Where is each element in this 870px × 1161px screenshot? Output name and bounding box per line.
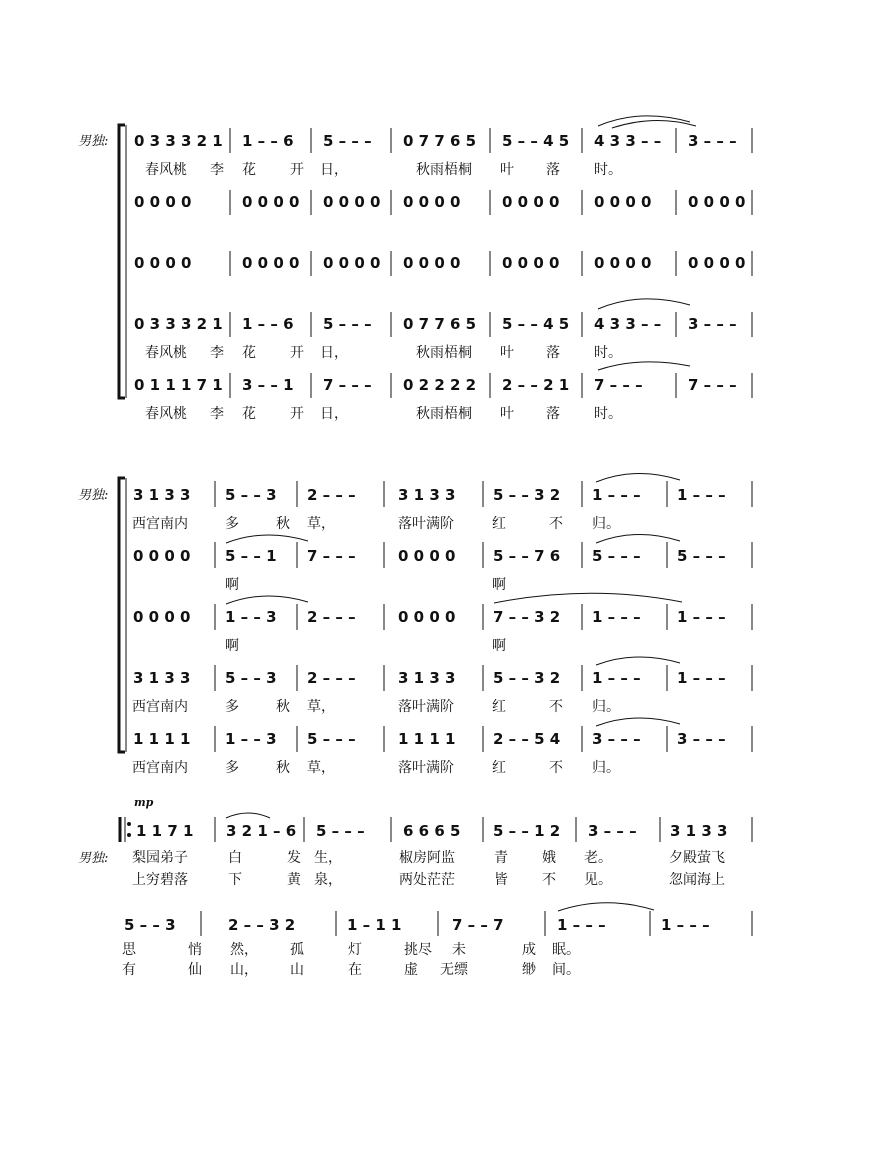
s4-v1-lyric-3: 然， — [230, 942, 258, 958]
s2r5-lyric-8: 归。 — [592, 760, 620, 776]
s1r3-measure-4: 0 0 0 0 — [403, 254, 461, 272]
s2r4-measure-3: 2 – – – — [307, 669, 356, 687]
s2r2-measure-3: 7 – – – — [307, 547, 356, 565]
s2r1-lyric-7: 不 — [549, 516, 563, 532]
s4-v1-lyric-5: 灯 — [348, 942, 362, 958]
s1r4-lyric-3: 花 — [242, 345, 256, 361]
s1r1-lyric-3: 花 — [242, 162, 256, 178]
s3-measure-3: 5 – – – — [316, 822, 365, 840]
s3-v2-lyric-5: 两处茫茫 — [399, 872, 455, 888]
s3-measure-1: 1 1 7 1 — [136, 822, 194, 840]
s1r5-measure-3: 7 – – – — [323, 376, 372, 394]
s1r3-measure-2: 0 0 0 0 — [242, 254, 300, 272]
s3-measure-4: 6 6 6 5 — [403, 822, 461, 840]
s1r1-measure-5: 5 – – 4 5 — [502, 132, 570, 150]
s1-row2 — [134, 193, 745, 211]
s2r1-lyric-5: 落叶满阶 — [398, 516, 454, 532]
s4-measure-3: 1 – 1 1 — [347, 916, 402, 934]
s2r5-lyric-6: 红 — [492, 760, 506, 776]
s2r1-lyric-2: 多 — [225, 516, 239, 532]
s2r3-measure-5: 7 – – 3 2 — [493, 608, 561, 626]
s1r1-measure-4: 0 7 7 6 5 — [403, 132, 477, 150]
s2r4-lyric-4: 草， — [307, 699, 335, 715]
system-1-bracket — [119, 125, 125, 398]
s1r4-measure-1: 0 3 3 3 2 1 — [134, 315, 223, 333]
s4-v1-lyric-7: 未 — [452, 942, 466, 958]
s2r4-measure-7: 1 – – – — [677, 669, 726, 687]
s3-measure-7: 3 1 3 3 — [670, 822, 728, 840]
s2r5-measure-3: 5 – – – — [307, 730, 356, 748]
s1r5-measure-5: 2 – – 2 1 — [502, 376, 570, 394]
s1r1-lyric-5: 日， — [320, 162, 348, 178]
s2r5-measure-4: 1 1 1 1 — [398, 730, 456, 748]
s1r2-measure-6: 0 0 0 0 — [594, 193, 652, 211]
s2r5-measure-6: 3 – – – — [592, 730, 641, 748]
s1r1-lyric-6: 秋雨梧桐 — [416, 162, 472, 178]
s1r2-measure-2: 0 0 0 0 — [242, 193, 300, 211]
s4-v1-lyric-1: 思 — [122, 942, 136, 958]
s1r3-measure-7: 0 0 0 0 — [688, 254, 746, 272]
s2r2-lyric-1: 啊 — [225, 577, 239, 593]
s1r3-measure-1: 0 0 0 0 — [134, 254, 192, 272]
s2r3-measure-3: 2 – – – — [307, 608, 356, 626]
s1r5-lyric-4: 开 — [290, 406, 304, 422]
s2r2-measure-4: 0 0 0 0 — [398, 547, 456, 565]
s1r5-measure-4: 0 2 2 2 2 — [403, 376, 477, 394]
s1r4-lyric-1: 春风桃 — [145, 345, 187, 361]
s3-v2-lyric-9: 忽闻海上 — [669, 872, 725, 888]
s3-v2-lyric-6: 皆 — [494, 872, 508, 888]
s2r1-measure-7: 1 – – – — [677, 486, 726, 504]
s4-v1-lyric-4: 孤 — [290, 942, 304, 958]
s1r4-measure-2: 1 – – 6 — [242, 315, 294, 333]
s1r5-slur — [598, 362, 690, 370]
s3-measure-6: 3 – – – — [588, 822, 637, 840]
s1r1-measure-3: 5 – – – — [323, 132, 372, 150]
s1r4-measure-7: 3 – – – — [688, 315, 737, 333]
s1r2-measure-7: 0 0 0 0 — [688, 193, 746, 211]
s2r1-measure-3: 2 – – – — [307, 486, 356, 504]
dynamic-marking: mp — [134, 796, 154, 809]
s2r1-measure-2: 5 – – 3 — [225, 486, 277, 504]
s4-v1-lyric-9: 眠。 — [552, 942, 580, 958]
s2r1-lyric-1: 西宫南内 — [132, 516, 188, 532]
s1r1-measure-1: 0 3 3 3 2 1 — [134, 132, 223, 150]
s2r2-measure-6: 5 – – – — [592, 547, 641, 565]
s1-row5 — [134, 362, 737, 422]
s3-v2-lyric-3: 黄 — [287, 872, 301, 888]
s2r3-measure-1: 0 0 0 0 — [133, 608, 191, 626]
s1r4-measure-6: 4 3 3 – – — [594, 315, 662, 333]
s3-v1-lyric-4: 生， — [314, 850, 342, 866]
s1r5-lyric-3: 花 — [242, 406, 256, 422]
s3-v1-lyric-3: 发 — [287, 850, 301, 866]
s2r5-measure-1: 1 1 1 1 — [133, 730, 191, 748]
s2r1-measure-4: 3 1 3 3 — [398, 486, 456, 504]
s1r1-lyric-2: 李 — [210, 162, 224, 178]
s2r1-measure-1: 3 1 3 3 — [133, 486, 191, 504]
s1r4-lyric-5: 日， — [320, 345, 348, 361]
s2r2-measure-2: 5 – – 1 — [225, 547, 277, 565]
s3-v1-lyric-5: 椒房阿监 — [399, 850, 455, 866]
s1r5-measure-1: 0 1 1 1 7 1 — [134, 376, 223, 394]
s2r5-lyric-3: 秋 — [276, 760, 290, 776]
s2r2-measure-5: 5 – – 7 6 — [493, 547, 561, 565]
s2r3-slur-2 — [494, 593, 682, 603]
s4-v1-lyric-2: 悄 — [188, 942, 202, 958]
s1r5-measure-2: 3 – – 1 — [242, 376, 294, 394]
s4-measure-6: 1 – – – — [661, 916, 710, 934]
s1r4-lyric-7: 叶 — [500, 345, 514, 361]
s2r5-measure-7: 3 – – – — [677, 730, 726, 748]
s1r1-measure-6: 4 3 3 – – — [594, 132, 662, 150]
s2r2-measure-7: 5 – – – — [677, 547, 726, 565]
s1r1-measure-7: 3 – – – — [688, 132, 737, 150]
repeat-dot-upper — [128, 823, 131, 826]
s1r4-lyric-4: 开 — [290, 345, 304, 361]
s4-measure-4: 7 – – 7 — [452, 916, 504, 934]
s1r4-lyric-2: 李 — [210, 345, 224, 361]
s2r3-lyric-1: 啊 — [225, 638, 239, 654]
s3-v1-lyric-6: 青 — [494, 850, 508, 866]
s2r1-lyric-8: 归。 — [592, 516, 620, 532]
s2r5-lyric-1: 西宫南内 — [132, 760, 188, 776]
s2r5-tie — [596, 718, 680, 726]
s2r2-slur-1 — [226, 535, 308, 543]
s4-v1-lyric-6: 挑尽 — [404, 942, 432, 958]
s1r1-lyric-1: 春风桃 — [145, 162, 187, 178]
s4-v1-lyric-8: 成 — [522, 942, 536, 958]
s2r4-measure-4: 3 1 3 3 — [398, 669, 456, 687]
s3-row — [132, 813, 727, 888]
s1r2-measure-4: 0 0 0 0 — [403, 193, 461, 211]
s2-row3 — [133, 593, 726, 654]
s2r1-measure-5: 5 – – 3 2 — [493, 486, 561, 504]
s1-row3 — [134, 254, 745, 272]
s2r3-measure-7: 1 – – – — [677, 608, 726, 626]
s1r4-lyric-8: 落 — [546, 345, 560, 361]
s2r3-slur-1 — [226, 596, 308, 604]
s2r5-lyric-7: 不 — [549, 760, 563, 776]
s1r4-slur — [598, 299, 690, 309]
s3-v1-lyric-9: 夕殿萤飞 — [669, 850, 725, 866]
s2r4-measure-5: 5 – – 3 2 — [493, 669, 561, 687]
s1r4-lyric-6: 秋雨梧桐 — [416, 345, 472, 361]
voice-label-system-1: 男独: — [78, 134, 109, 149]
s2r4-measure-2: 5 – – 3 — [225, 669, 277, 687]
s1r5-lyric-6: 秋雨梧桐 — [416, 406, 472, 422]
s4-v2-lyric-9: 间。 — [552, 962, 580, 978]
s2r5-measure-2: 1 – – 3 — [225, 730, 277, 748]
s1r3-measure-5: 0 0 0 0 — [502, 254, 560, 272]
s1r5-lyric-7: 叶 — [500, 406, 514, 422]
s2r4-lyric-7: 不 — [549, 699, 563, 715]
s1r5-lyric-1: 春风桃 — [145, 406, 187, 422]
s2-row1 — [132, 473, 726, 532]
s4-v2-lyric-7: 无缥 — [440, 962, 468, 978]
s2r5-lyric-2: 多 — [225, 760, 239, 776]
s4-row — [122, 903, 710, 978]
s4-measure-5: 1 – – – — [557, 916, 606, 934]
s1r3-measure-3: 0 0 0 0 — [323, 254, 381, 272]
s1r1-lyric-9: 时。 — [594, 162, 622, 178]
s2r3-lyric-2: 啊 — [492, 638, 506, 654]
s3-v1-lyric-7: 娥 — [542, 850, 556, 866]
s3-v2-lyric-1: 上穷碧落 — [132, 872, 188, 888]
s2-row2 — [133, 534, 726, 593]
s2r5-measure-5: 2 – – 5 4 — [493, 730, 561, 748]
s1r2-measure-1: 0 0 0 0 — [134, 193, 192, 211]
s3-measure-5: 5 – – 1 2 — [493, 822, 561, 840]
s1r1-lyric-4: 开 — [290, 162, 304, 178]
s4-measure-2: 2 – – 3 2 — [228, 916, 296, 934]
s2r4-lyric-3: 秋 — [276, 699, 290, 715]
s3-slur — [226, 813, 270, 818]
s2-row5 — [132, 718, 726, 776]
s2r4-lyric-6: 红 — [492, 699, 506, 715]
s2r1-lyric-3: 秋 — [276, 516, 290, 532]
s2r3-measure-6: 1 – – – — [592, 608, 641, 626]
s1r1-lyric-8: 落 — [546, 162, 560, 178]
s1r4-measure-5: 5 – – 4 5 — [502, 315, 570, 333]
system-2-bracket — [119, 478, 125, 752]
s2r4-lyric-5: 落叶满阶 — [398, 699, 454, 715]
s4-v2-lyric-8: 缈 — [522, 962, 536, 978]
s4-v2-lyric-4: 山 — [290, 962, 304, 978]
s1r2-measure-5: 0 0 0 0 — [502, 193, 560, 211]
repeat-dot-lower — [128, 834, 131, 837]
s3-v1-lyric-8: 老。 — [584, 850, 612, 866]
s2r4-lyric-1: 西宫南内 — [132, 699, 188, 715]
s1r5-lyric-9: 时。 — [594, 406, 622, 422]
voice-label-system-2: 男独: — [78, 488, 109, 503]
s2r1-lyric-6: 红 — [492, 516, 506, 532]
s4-v2-lyric-5: 在 — [348, 962, 362, 978]
s1r4-measure-3: 5 – – – — [323, 315, 372, 333]
s4-v2-lyric-2: 仙 — [188, 962, 202, 978]
s2r4-lyric-2: 多 — [225, 699, 239, 715]
s2r2-slur-2 — [596, 534, 680, 543]
s4-v2-lyric-6: 虚 — [404, 962, 418, 978]
s4-measure-1: 5 – – 3 — [124, 916, 176, 934]
s3-v1-lyric-1: 梨园弟子 — [132, 850, 188, 866]
s2r5-lyric-5: 落叶满阶 — [398, 760, 454, 776]
voice-label-system-3: 男独: — [78, 851, 109, 866]
s1-row1 — [134, 116, 737, 178]
s3-measure-2: 3 2 1 – 6 — [226, 822, 297, 840]
s2-row4 — [132, 657, 726, 715]
s2r2-lyric-2: 啊 — [492, 577, 506, 593]
s1-row4 — [134, 299, 737, 361]
s2r1-tie — [596, 473, 680, 482]
s1r5-measure-7: 7 – – – — [688, 376, 737, 394]
s4-v2-lyric-3: 山， — [230, 962, 258, 978]
s3-v2-lyric-4: 泉， — [314, 872, 342, 888]
s1r5-lyric-2: 李 — [210, 406, 224, 422]
s1r3-measure-6: 0 0 0 0 — [594, 254, 652, 272]
s3-v2-lyric-7: 不 — [542, 872, 556, 888]
s2r3-measure-4: 0 0 0 0 — [398, 608, 456, 626]
s1r1-lyric-7: 叶 — [500, 162, 514, 178]
s2r4-lyric-8: 归。 — [592, 699, 620, 715]
s2r3-measure-2: 1 – – 3 — [225, 608, 277, 626]
s1r5-lyric-8: 落 — [546, 406, 560, 422]
s3-v2-lyric-2: 下 — [228, 872, 242, 888]
s2r1-lyric-4: 草， — [307, 516, 335, 532]
s3-v1-lyric-2: 白 — [228, 850, 242, 866]
s2r4-tie — [596, 657, 680, 665]
s2r1-measure-6: 1 – – – — [592, 486, 641, 504]
s1r5-lyric-5: 日， — [320, 406, 348, 422]
s1r4-lyric-9: 时。 — [594, 345, 622, 361]
s4-tie — [558, 903, 654, 911]
s2r5-lyric-4: 草， — [307, 760, 335, 776]
s1r5-measure-6: 7 – – – — [594, 376, 643, 394]
s4-v2-lyric-1: 有 — [122, 962, 136, 978]
s2r2-measure-1: 0 0 0 0 — [133, 547, 191, 565]
s1r1-tie — [612, 120, 696, 128]
s1r2-measure-3: 0 0 0 0 — [323, 193, 381, 211]
s2r4-measure-6: 1 – – – — [592, 669, 641, 687]
s2r4-measure-1: 3 1 3 3 — [133, 669, 191, 687]
s1r4-measure-4: 0 7 7 6 5 — [403, 315, 477, 333]
s3-v2-lyric-8: 见。 — [584, 872, 612, 888]
s1r1-measure-2: 1 – – 6 — [242, 132, 294, 150]
